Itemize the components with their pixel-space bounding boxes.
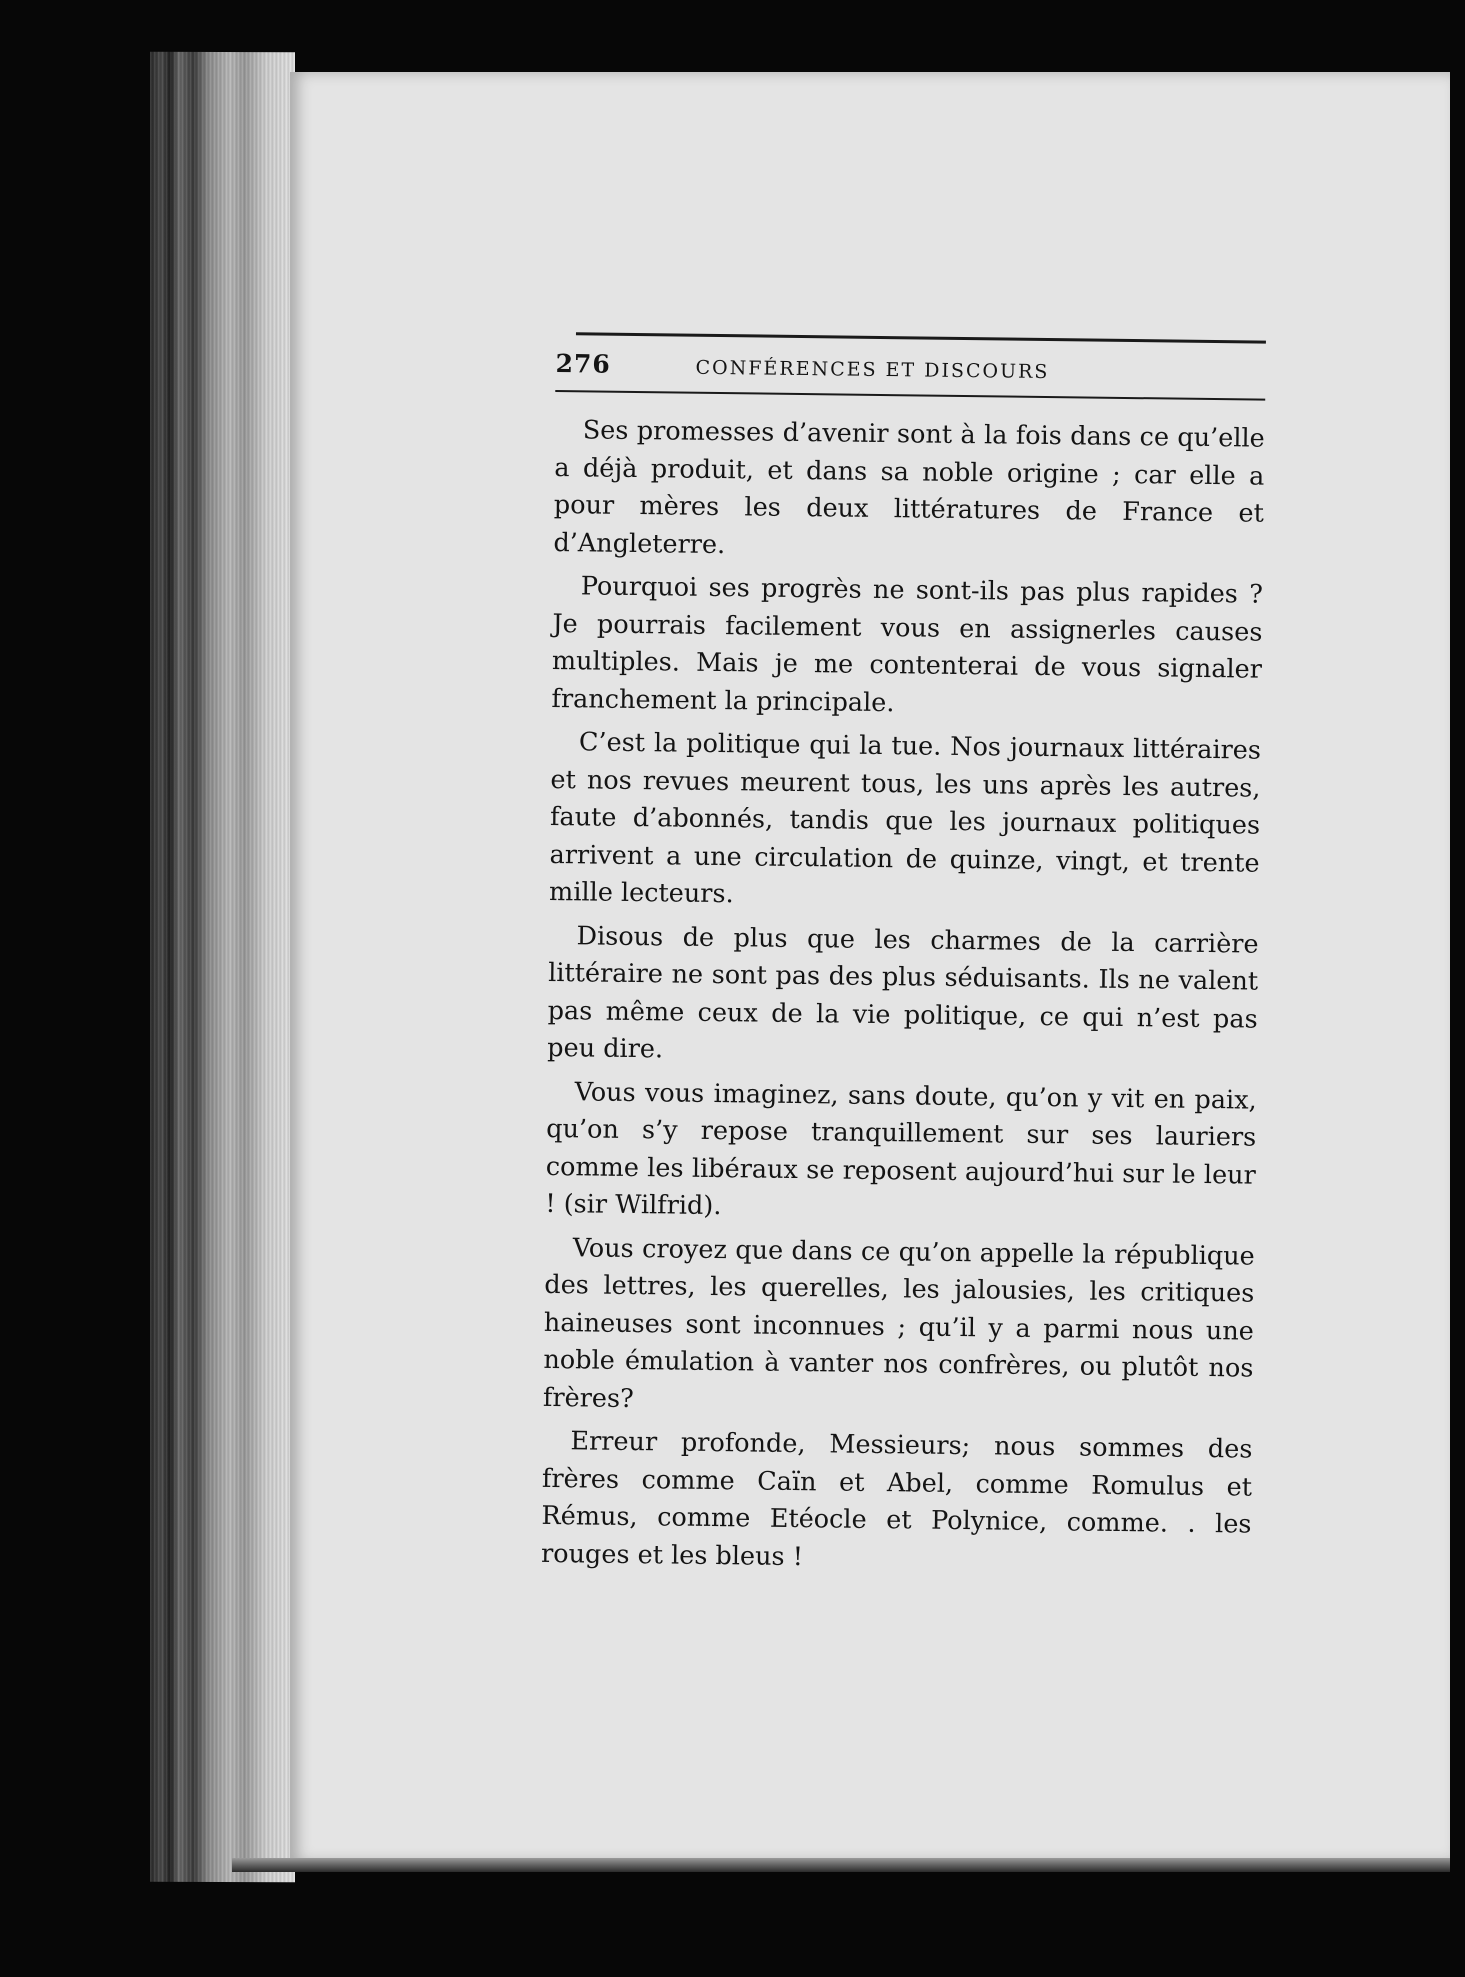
paragraph: Vous vous imaginez, sans doute, qu’on y vit en paix, qu’on s’y repose tranquillement sur ses lauriers comme les libéraux se reposent aujourd’hui sur le leur ! (sir Wilfrid). [545,1076,1257,1222]
paragraph: C’est la politique qui la tue. Nos journaux littéraires et nos revues meurent tous, les uns après les autres, faute d’abonnés, tandis que les journaux politiques arrivent a une circulation de quinze, vingt, et trente mille lecteurs. [548,727,1262,910]
running-title: CONFÉRENCES ET DISCOURS [695,356,1050,384]
paragraph: Ses promesses d’avenir sont à la fois dans ce qu’elle a déjà produit, et dans sa noble origine ; car elle a pour mères les deux littératures de France et d’Angleterre. [553,415,1265,560]
page-text-block [541,332,1266,1588]
paragraph: Vous croyez que dans ce qu’on appelle la république des lettres, les querelles, les jalousies, les critiques haineuses sont inconnues ; qu’il y a parmi nous une noble émulation à vanter nos confrères, ou plutôt nos frères? [542,1232,1255,1414]
page-bottom-edge [232,1858,1450,1872]
paragraph: Pourquoi ses progrès ne sont-ils pas plus rapides ? Je pourrais facilement vous en assignerles causes multiples. Mais je me contenterai de vous signaler franchement la principale. [551,571,1264,718]
running-head [555,349,1265,387]
book-page-edges [150,52,295,1883]
paragraph: Erreur profonde, Messieurs; nous sommes des frères comme Caïn et Abel, comme Romulus et Rémus, comme Etéocle et Polynice, comme. . les rouges et les bleus ! [540,1426,1253,1572]
paragraph: Disous de plus que les charmes de la carrière littéraire ne sont pas des plus séduisants. Ils ne valent pas même ceux de la vie politique, ce qui n’est pas peu dire. [547,920,1259,1065]
header-rule-bottom [555,390,1265,401]
page-number: 276 [555,348,611,379]
